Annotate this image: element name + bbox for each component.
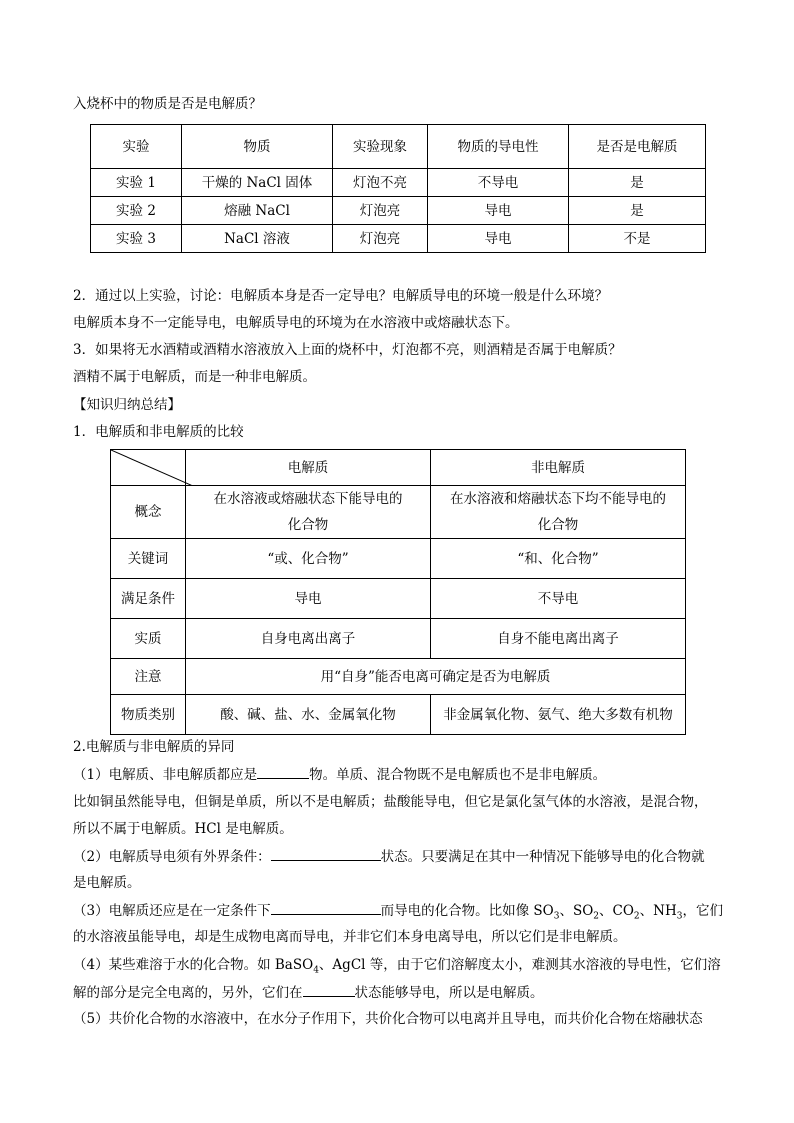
table-cell: 干燥的 NaCl 固体 (182, 169, 333, 197)
table-cell: 实验 1 (91, 169, 182, 197)
cell-line: 在水溶液或熔融状态下能导电的 (213, 491, 403, 507)
point-1 (73, 764, 606, 785)
table-cell: 导电 (428, 197, 569, 225)
table-row (91, 197, 706, 225)
fill-blank (271, 846, 381, 861)
table-row (91, 225, 706, 253)
table-row (111, 619, 686, 659)
experiment-header-cell: 物质的导电性 (428, 125, 569, 169)
table-cell (431, 486, 686, 539)
text-span: （4）某些难溶于水的化合物。如 (73, 957, 275, 973)
text-span: 而导电的化合物。比如像 (380, 903, 534, 919)
text-span: 解的部分是完全电离的，另外，它们在 (73, 985, 303, 1001)
diagonal-corner-cell (111, 450, 186, 486)
text-span: （2）电解质导电须有外界条件： (73, 849, 271, 865)
section-heading: 【知识归纳总结】 (73, 397, 181, 413)
table-cell: 实验 3 (91, 225, 182, 253)
question-3: 3．如果将无水酒精或酒精水溶液放入上面的烧杯中，灯泡都不亮，则酒精是否属于电解质？ (73, 342, 622, 358)
experiment-header-cell: 物质 (182, 125, 333, 169)
table-cell: 非金属氧化物、氨气、绝大多数有机物 (431, 695, 686, 735)
comparison-table (110, 449, 686, 735)
text-span: 状态能够导电，所以是电解质。 (354, 985, 544, 1001)
text-span: （1）电解质、非电解质都应是 (73, 767, 258, 783)
experiment-header-row (91, 125, 706, 169)
fill-blank (271, 900, 381, 915)
experiment-header-cell: 是否是电解质 (569, 125, 706, 169)
subsection-title-2: 2.电解质与非电解质的异同 (73, 739, 235, 755)
column-header: 非电解质 (431, 450, 686, 486)
paragraph-line: 的水溶液虽能导电，却是生成物电离而导电，并非它们本身电离导电，所以它们是非电解质。 (73, 929, 627, 945)
table-cell: 自身不能电离出离子 (431, 619, 686, 659)
paragraph-line: 比如铜虽然能导电，但铜是单质，所以不是电解质；盐酸能导电，但它是氯化氢气体的水溶液，是混合物， (73, 794, 708, 810)
text-span: 物。单质、混合物既不是电解质也不是非电解质。 (309, 767, 607, 783)
table-cell: 是 (569, 197, 706, 225)
paragraph-line: 所以不属于电解质。HCl 是电解质。 (73, 821, 293, 837)
table-cell: 导电 (428, 225, 569, 253)
point-2 (73, 846, 705, 867)
diagonal-line (111, 450, 193, 486)
text-span: ，它们 (682, 903, 723, 919)
experiment-header-cell: 实验 (91, 125, 182, 169)
cell-line: 化合物 (287, 517, 329, 533)
row-label: 物质类别 (111, 695, 186, 735)
point-4-line-2 (73, 982, 544, 1003)
fill-blank (303, 982, 355, 997)
table-cell: 熔融 NaCl (182, 197, 333, 225)
subsection-title-1: 1．电解质和非电解质的比较 (73, 424, 244, 440)
comparison-header-row (111, 450, 686, 486)
table-row (111, 579, 686, 619)
table-cell: 灯泡不亮 (333, 169, 428, 197)
cell-line: 化合物 (537, 517, 579, 533)
text-span: （3）电解质还应是在一定条件下 (73, 903, 271, 919)
point-3: （3）电解质还应是在一定条件下 而导电的化合物。比如像 $SO_3$、$SO_2$、$CO_2$、$NH_3$，它们 (73, 900, 723, 921)
row-label: 概念 (111, 486, 186, 539)
intro-question: 入烧杯中的物质是否是电解质？ (73, 96, 262, 112)
table-cell: 是 (569, 169, 706, 197)
text-span: 状态。只要满足在其中一种情况下能够导电的化合物就 (380, 849, 705, 865)
table-cell: 酸、碱、盐、水、金属氧化物 (186, 695, 431, 735)
table-cell: 导电 (186, 579, 431, 619)
point-5: （5）共价化合物的水溶液中，在水分子作用下，共价化合物可以电离并且导电，而共价化合物在熔融状态 (73, 1011, 703, 1027)
table-cell: 不是 (569, 225, 706, 253)
table-row (111, 539, 686, 579)
table-cell: 用“自身”能否电离可确定是否为电解质 (186, 659, 686, 695)
table-cell: 灯泡亮 (333, 197, 428, 225)
column-header: 电解质 (186, 450, 431, 486)
table-row (111, 695, 686, 735)
row-label: 实质 (111, 619, 186, 659)
table-cell: 不导电 (431, 579, 686, 619)
table-cell (186, 486, 431, 539)
table-cell: 自身电离出离子 (186, 619, 431, 659)
text-span: 、AgCl 等，由于它们溶解度太小，难测其水溶液的导电性，它们溶 (318, 957, 721, 973)
experiment-table (90, 124, 706, 253)
question-2: 2．通过以上实验，讨论：电解质本身是否一定导电？电解质导电的环境一般是什么环境？ (73, 288, 609, 304)
table-cell: 不导电 (428, 169, 569, 197)
table-row (111, 486, 686, 539)
table-row (91, 169, 706, 197)
paragraph-line: 是电解质。 (73, 875, 141, 891)
table-row (111, 659, 686, 695)
fill-blank (257, 764, 309, 779)
table-cell: NaCl 溶液 (182, 225, 333, 253)
point-4: （4）某些难溶于水的化合物。如 BaSO$_4$、AgCl 等，由于它们溶解度太小，难测其水溶液的导电性，它们溶 (73, 957, 721, 976)
row-label: 关键词 (111, 539, 186, 579)
answer-2: 电解质本身不一定能导电，电解质导电的环境为在水溶液中或熔融状态下。 (73, 315, 519, 331)
table-cell: 实验 2 (91, 197, 182, 225)
table-cell: “和、化合物” (431, 539, 686, 579)
answer-3: 酒精不属于电解质，而是一种非电解质。 (73, 369, 316, 385)
table-cell: 灯泡亮 (333, 225, 428, 253)
row-label: 注意 (111, 659, 186, 695)
row-label: 满足条件 (111, 579, 186, 619)
table-cell: “或、化合物” (186, 539, 431, 579)
experiment-header-cell: 实验现象 (333, 125, 428, 169)
cell-line: 在水溶液和熔融状态下均不能导电的 (450, 491, 666, 507)
